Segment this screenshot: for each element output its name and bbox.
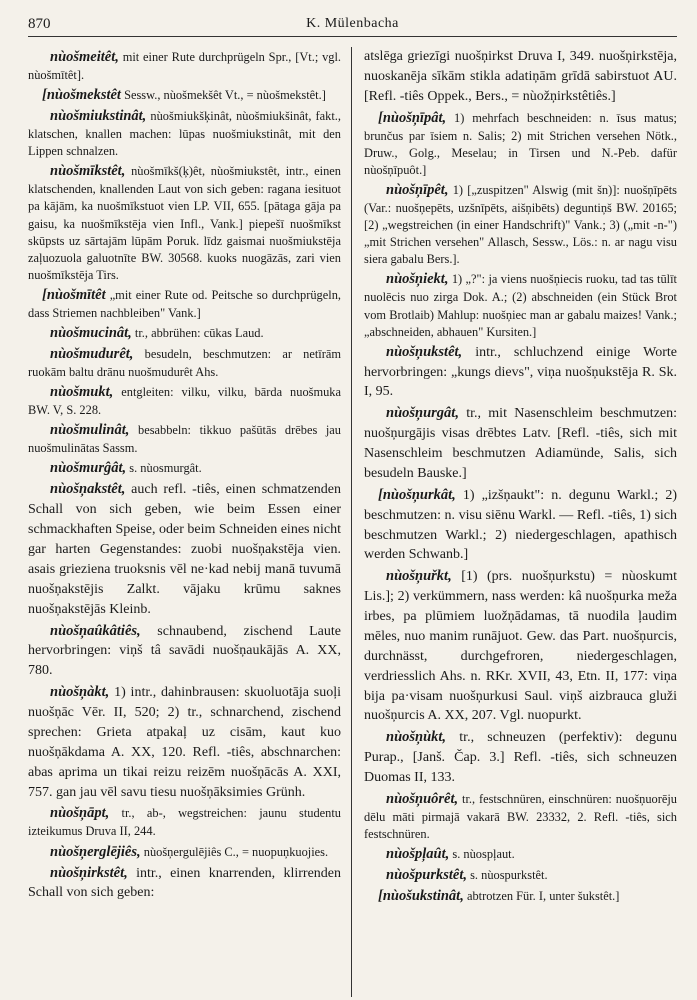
headword: nùošmurĝât, bbox=[50, 460, 127, 477]
headword: nùošmeitêt, bbox=[50, 49, 119, 65]
page-number: 870 bbox=[28, 16, 51, 32]
definition-text: schnaubend, zischend Laute hervorbringen: viņš tâ savādi nuošņaukājās A. XX, 780. bbox=[28, 623, 341, 679]
definition-text: mit einer Rute durchprügeln Spr., [Vt.; vgl. nùošmītêt]. bbox=[28, 50, 341, 82]
definition-text: s. nùospļaut. bbox=[452, 847, 515, 862]
definition-text: nùošmiukšķinât, nùošmiukšinât, fakt., klatschen, knallen machen: lūpas nuošmiukstinât, mit den Lippen schnalzen. bbox=[28, 109, 341, 159]
headword: nùošpurkstêt, bbox=[386, 867, 467, 884]
dictionary-entry bbox=[28, 682, 341, 802]
headword: nùošņuřkt, bbox=[386, 568, 452, 585]
dictionary-entry bbox=[364, 865, 677, 885]
dictionary-entry bbox=[28, 621, 341, 682]
headword: nùošņīpêt, bbox=[386, 181, 449, 198]
definition-text: nùošmīkš(ķ)êt, nùošmiukstêt, intr., einen klatschenden, knallenden Laut von sich geben: ragana iesituot pa kājām, ka nuošmīkstuot vien LP. VII, 655. [pātaga gāja pa gaisu, ka nuošmīkstēja vien Infl., Vank.] piepešī nuošmīkst skūpsts uz sārtajām lūpām Poruk. līdz gaismai nuošmiukstēja zaļuozuola galuotnīte BW. 30568. kuoks nuogāzās, zari vien nuošmīkstēja Tirs. bbox=[28, 164, 341, 282]
headword: nùošmukt, bbox=[50, 384, 114, 401]
headword: [nùošukstinât, bbox=[378, 888, 464, 905]
dictionary-entry bbox=[364, 727, 677, 788]
headword: nùošņukstêt, bbox=[386, 343, 463, 360]
definition-text: atslēga griezīgi nuošņirkst Druva I, 349. nuošņirkstēja, nuoskanēja sīkām stikla adatiņām grīdā sabirstuot AU. [Refl. -tiês Oppek., Bers., = nùožņirkstêtiês.] bbox=[364, 49, 677, 104]
definition-text: intr., schluchzend einige Worte hervorbringen: „kungs dievs", viņa nuošņukstēja R. Sk. I, 95. bbox=[364, 344, 677, 400]
headword: nùošņùkt, bbox=[386, 729, 447, 746]
dictionary-entry bbox=[28, 863, 341, 904]
definition-text: tr., ab-, wegstreichen: jaunu studentu izteikumus Druva II, 244. bbox=[28, 806, 341, 839]
definition-text: auch refl. -tiês, einen schmatzenden Schall von sich geben, wie beim Essen einer schmackhaften Speise, oder beim Schneiden eines nicht gar harten Gegenstandes: zuobi nuošņakstēja vien. asais grieziena truoksnis vēl ne·kad nebij manā tuvumā nuošņakstējis Zalkt. vājaku krūmu saknes nuošņakstējās Kleinb. bbox=[28, 482, 341, 617]
definition-text: tr., schneuzen (perfektiv): degunu Purap., [Janš. Čap. 3.] Refl. -tiês, sich schneuzen Duomas II, 133. bbox=[364, 730, 677, 786]
definition-text: 1) „izšņaukt": n. degunu Warkl.; 2) beschmutzen: n. visu siēnu Warkl. — Refl. -tiês, 1) sich beschmutzen Warkl.; 2) niedergeschlagen, apathisch werden Schwanb.] bbox=[364, 487, 677, 563]
definition-text: intr., einen knarrenden, klirrenden Schall von sich geben: bbox=[28, 865, 342, 901]
definition-text: s. nùosmurgât. bbox=[129, 461, 202, 476]
definition-text: tr., abbrühen: cūkas Laud. bbox=[134, 326, 264, 341]
dictionary-entry bbox=[364, 789, 677, 843]
headword: nùošņakstêt, bbox=[50, 481, 126, 498]
dictionary-entry bbox=[364, 47, 677, 107]
definition-text: besudeln, beschmutzen: ar netīrām ruokām baltu drānu nuošmudurêt Ahs. bbox=[28, 347, 341, 380]
headword: nùošņāpt, bbox=[50, 805, 110, 822]
dictionary-entry bbox=[364, 485, 677, 566]
dictionary-entry bbox=[28, 458, 341, 478]
headword: nùošņirkstêt, bbox=[50, 864, 128, 881]
dictionary-entry bbox=[28, 842, 341, 862]
definition-text: 1) [„zuspitzen" Alswig (mit šn)]: nuošņīpēts (Var.: nuošņepēts, uzšnīpēts, aišņibēts) deguntiņš BW. 20165; [2) „wegstreichen (in einer Handschrift)" Vank.; 3) („mit -n-") „mit Strichen versehen" Allasch, Sessw., Lös.: n. ar nagu visu siera gabalu Bers.]. bbox=[364, 182, 677, 267]
headword: nùošņurgât, bbox=[386, 405, 459, 422]
definition-text: 1) „?": ja viens nuošņiecis ruoku, tad tas tūlīt nuolēcis nuo zirga Dok. A.; (2) abschneiden (ein Stück Brot vom Brotlaib) Mahlup: nuošņiec man ar gabalu maizes! Vank.; „abschneiden, abhauen" Kursiten.] bbox=[364, 272, 677, 339]
right-column bbox=[351, 47, 677, 997]
dictionary-entry bbox=[28, 420, 341, 457]
dictionary-entry bbox=[364, 844, 677, 864]
definition-text: 1) intr., dahinbrausen: skuoluotāja suoļi nuošņāc Vēr. II, 520; 2) tr., schnarchend, zischend sprechen: Grieta atpakaļ uz cisām, kaut kuo nuošņākdama A. XX, 120. Refl. -tiês, abschnarchen: abas aprima un tikai reizu reizēm nuošņācās A. XXI, 757. gan jau vēl savu tiesu nuošņāksimies Grünh. bbox=[28, 685, 342, 800]
left-column bbox=[28, 47, 351, 997]
headword: nùošņuôrêt, bbox=[386, 790, 459, 807]
headword: nùošmucinât, bbox=[50, 325, 132, 342]
headword: nùošņiekt, bbox=[386, 271, 449, 288]
definition-text: s. nùospurkstêt. bbox=[470, 868, 548, 883]
dictionary-entry bbox=[364, 180, 677, 268]
dictionary-entry bbox=[364, 342, 677, 403]
headword: nùošņerglējiês, bbox=[50, 843, 141, 860]
dictionary-entry bbox=[364, 403, 677, 484]
dictionary-entry bbox=[28, 479, 341, 619]
running-head: K. Mülenbacha bbox=[306, 16, 399, 31]
dictionary-entry bbox=[364, 108, 677, 179]
dictionary-entry bbox=[28, 344, 341, 381]
dictionary-entry bbox=[28, 382, 341, 419]
headword: [nùošmītêt bbox=[42, 286, 106, 303]
dictionary-entry bbox=[364, 886, 677, 906]
dictionary-entry bbox=[28, 106, 341, 160]
dictionary-entry bbox=[28, 323, 341, 343]
dictionary-entry bbox=[364, 566, 677, 726]
dictionary-entry bbox=[28, 47, 341, 84]
definition-text: 1) mehrfach beschneiden: n. īsus matus; brunčus par īsiem n. Salis; 2) mit Strichen versehen Nötk., Druw., Golg., Meselau; in Tirsen und N.-Peb. dafür nùošņīpuôt.] bbox=[364, 110, 677, 177]
headword: [nùošņurkât, bbox=[378, 486, 456, 503]
headword: nùošmulinât, bbox=[50, 422, 130, 439]
headword: nùošmiukstinât, bbox=[50, 108, 147, 125]
dictionary-entry bbox=[28, 85, 341, 105]
headword: [nùošņīpât, bbox=[378, 109, 447, 126]
definition-text: abtrotzen Für. I, unter šukstêt.] bbox=[466, 889, 620, 904]
dictionary-entry bbox=[28, 803, 341, 840]
definition-text: „mit einer Rute od. Peitsche so durchprügeln, dass Striemen nachbleiben" Vank.] bbox=[28, 287, 341, 320]
headword: nùošmudurêt, bbox=[50, 346, 134, 363]
definition-text: tr., festschnüren, einschnüren: nuošņuorēju dēlu māti pirmajā vakarā BW. 23332, 2. Refl. -tiês, sich festschnüren. bbox=[364, 791, 677, 842]
headword: nùošņàkt, bbox=[50, 684, 110, 701]
definition-text: besabbeln: tikkuo pašūtās drēbes jau nuošmulinātas Sassm. bbox=[28, 423, 341, 456]
dictionary-entry bbox=[28, 161, 341, 284]
headword: [nùošmekstêt bbox=[42, 87, 121, 104]
dictionary-entry bbox=[28, 285, 341, 322]
dictionary-entry bbox=[364, 269, 677, 340]
definition-text: [1) (prs. nuošņurkstu) = nùoskumt Lis.]; 2) verkümmern, nass werden: kâ nuošņurka meža irbes, pa plūmiem luožņādamas, tā nuodila ļaudim mēles, nuo manim runājuot. Gew. das Part. nuošņurcis, durchnässt, durchgefroren, niedergeschlagen, verdriesslich Ahs. n. RKr. XVII, 43, Etn. II, 177: viņa bija pa·visam nuošņurkusi Saul. viņš aizbrauca gluži nuošņurcis A. XX, 207. Vgl. nuopurkt. bbox=[364, 569, 677, 724]
text-columns bbox=[28, 47, 677, 997]
headword: nùošpļaût, bbox=[386, 846, 450, 863]
definition-text: entgleiten: vilku, vilku, bārda nuošmuka BW. V, S. 228. bbox=[28, 385, 341, 418]
definition-text: Sessw., nùošmekšêt Vt., = nùošmekstêt.] bbox=[124, 88, 326, 103]
headword: nùošņaûkâtiês, bbox=[50, 622, 141, 639]
page-header bbox=[28, 14, 677, 37]
definition-text: tr., mit Nasenschleim beschmutzen: nuošņurgājis visas drēbtes Latv. [Refl. -tiês, sich mit Nasenschleim beschmutzen Adiamünde, Salis, sich besudeln Bauske.] bbox=[364, 406, 677, 481]
headword: nùošmīkstêt, bbox=[50, 163, 126, 180]
definition-text: nùošņergulējiês C., = nuopuņkuojies. bbox=[143, 844, 329, 859]
